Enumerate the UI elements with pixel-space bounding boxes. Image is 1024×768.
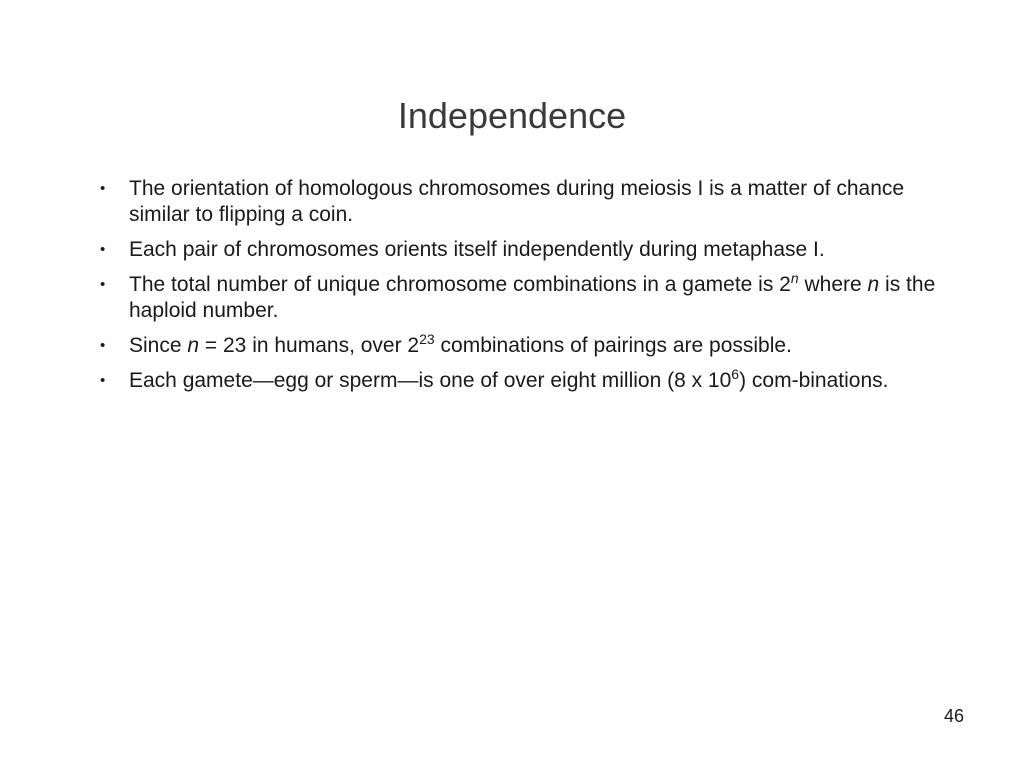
bullet-item-total-combinations — [100, 272, 970, 324]
bullet-item-humans — [100, 333, 970, 359]
bullet-icon: • — [100, 180, 106, 197]
page-number: 46 — [943, 706, 964, 726]
variable-n: n — [187, 334, 200, 357]
variable-n: n — [867, 273, 880, 296]
slide-title: Independence — [397, 95, 627, 136]
bullet-text-part: combinations of pairings are possible. — [434, 334, 792, 357]
bullet-item-gamete — [100, 368, 970, 394]
bullet-icon: • — [100, 241, 106, 258]
exponent-6: 6 — [731, 366, 740, 382]
bullet-text-part: = 23 in humans, over 2 — [199, 334, 420, 357]
bullet-icon: • — [100, 337, 106, 354]
bullet-text-part: where — [798, 273, 868, 296]
bullet-icon: • — [100, 276, 106, 293]
bullet-text: The orientation of homologous chromosomes during meiosis I is a matter of chance similar to flipping a coin. — [129, 177, 905, 226]
bullet-text-part: is the haploid number. — [129, 273, 936, 322]
bullet-icon: • — [100, 372, 106, 389]
bullet-item-independent — [100, 237, 970, 263]
exponent-23: 23 — [419, 331, 435, 347]
bullet-list — [100, 176, 970, 403]
exponent-n: n — [790, 270, 799, 286]
bullet-text-part: Since — [129, 334, 188, 357]
bullet-text-part: Each gamete—egg or sperm—is one of over eight million (8 x 10 — [129, 369, 732, 392]
bullet-text-part: ) com-binations. — [739, 369, 889, 392]
bullet-text: Each pair of chromosomes orients itself independently during metaphase I. — [129, 238, 825, 261]
bullet-text-part: The total number of unique chromosome combinations in a gamete is 2 — [129, 273, 791, 296]
bullet-item-orientation — [100, 176, 970, 228]
